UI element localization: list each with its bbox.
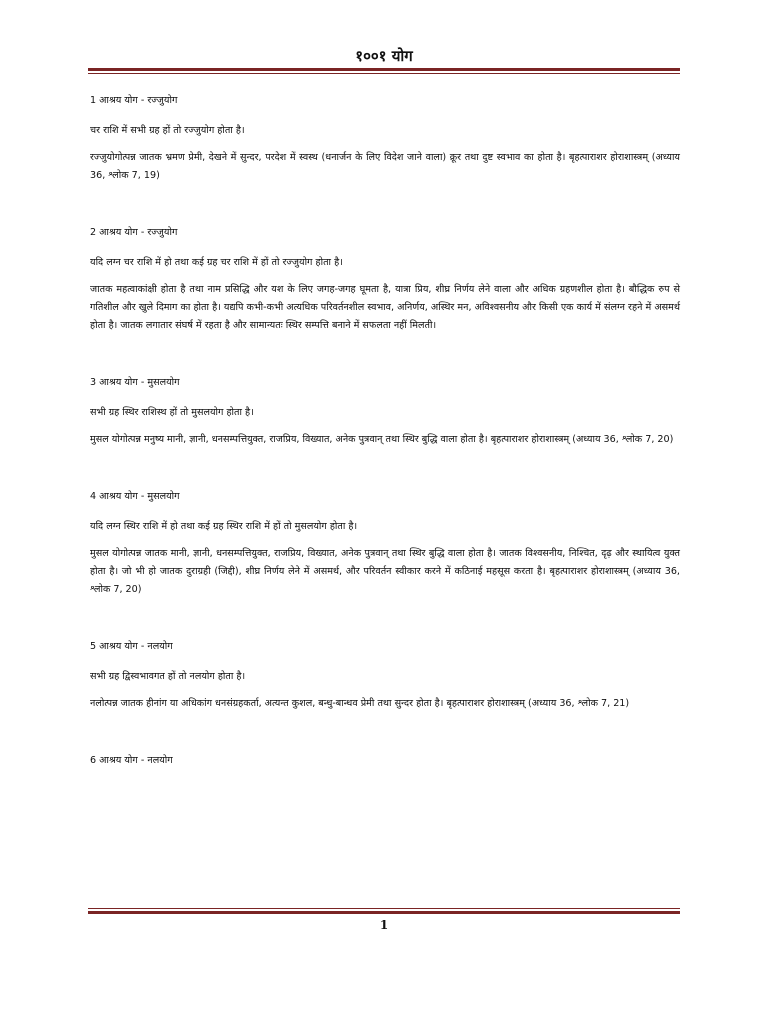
section-paragraph: मुसल योगोत्पन्न जातक मानी, ज्ञानी, धनसम्पत्तियुक्त, राजप्रिय, विख्यात, अनेक पुत्रवान् तथा स्थिर बुद्धि वाला होता है। जातक विश्वसनीय, निश्चित, दृढ़ और स्थायित्व युक्त होता है। जो भी हो जातक दुराग्रही (जिद्दी), शीघ्र निर्णय लेने में असमर्थ, और परिवर्तन स्वीकार करने में कठिनाई महसूस करता है। बृहत्पाराशर होराशास्त्रम् (अध्याय 36, श्लोक 7, 20) (90, 548, 680, 595)
section-6 (90, 752, 680, 770)
section-heading: 3 आश्रय योग - मुसलयोग (90, 377, 180, 388)
page-header-title: १००१ योग (355, 47, 413, 65)
section-paragraph: नलोत्पन्न जातक हीनांग या अधिकांग धनसंग्रहकर्ता, अत्यन्त कुशल, बन्धु-बान्धव प्रेमी तथा सुन्दर होता है। बृहत्पाराशर होराशास्त्रम् (अध्याय 36, श्लोक 7, 21) (90, 698, 630, 709)
section-heading: 4 आश्रय योग - मुसलयोग (90, 491, 180, 502)
footer-rule-thin (88, 908, 680, 909)
page-number: 1 (379, 918, 389, 932)
section-paragraph: जातक महत्वाकांक्षी होता है तथा नाम प्रसिद्धि और यश के लिए जगह-जगह घूमता है, यात्रा प्रिय, शीघ्र निर्णय लेने वाला और अधिक ग्रहणशील होता है। बौद्धिक रुप से गतिशील और खुले दिमाग का होता है। यद्यपि कभी-कभी अत्यधिक परिवर्तनशील स्वभाव, अनिर्णय, अस्थिर मन, अविश्वसनीय और किसी एक कार्य में संलग्न रहने में असमर्थ होता है। जातक लगातार संघर्ष में रहता है और सामान्यतः स्थिर सम्पत्ति बनाने में सफलता नहीं मिलती। (90, 284, 680, 331)
section-paragraph: रज्जुयोगोत्पन्न जातक भ्रमण प्रेमी, देखने में सुन्दर, परदेश में स्वस्थ (धनार्जन के लिए विदेश जाने वाला) क्रूर तथा दुष्ट स्वभाव का होता है। बृहत्पाराशर होराशास्त्रम् (अध्याय 36, श्लोक 7, 19) (90, 152, 680, 181)
header-rule-thick (88, 68, 680, 71)
section-heading: 1 आश्रय योग - रज्जुयोग (90, 95, 178, 106)
section-2 (90, 224, 680, 335)
section-heading: 2 आश्रय योग - रज्जुयोग (90, 227, 178, 238)
section-4 (90, 488, 680, 599)
section-paragraph: मुसल योगोत्पन्न मनुष्य मानी, ज्ञानी, धनसम्पत्तियुक्त, राजप्रिय, विख्यात, अनेक पुत्रवान् तथा स्थिर बुद्धि वाला होता है। बृहत्पाराशर होराशास्त्रम् (अध्याय 36, श्लोक 7, 20) (90, 434, 674, 445)
section-1 (90, 92, 680, 185)
section-heading: 6 आश्रय योग - नलयोग (90, 755, 173, 766)
section-5 (90, 638, 680, 713)
section-paragraph: सभी ग्रह द्विस्वभावगत हों तो नलयोग होता है। (90, 671, 246, 682)
section-3 (90, 374, 680, 449)
section-heading: 5 आश्रय योग - नलयोग (90, 641, 173, 652)
section-paragraph: सभी ग्रह स्थिर राशिस्थ हों तो मुसलयोग होता है। (90, 407, 254, 418)
section-paragraph: चर राशि में सभी ग्रह हों तो रज्जुयोग होता है। (90, 125, 245, 136)
footer-rule-thick (88, 911, 680, 914)
section-paragraph: यदि लग्न स्थिर राशि में हो तथा कई ग्रह स्थिर राशि में हों तो मुसलयोग होता है। (90, 521, 358, 532)
section-paragraph: यदि लग्न चर राशि में हो तथा कई ग्रह चर राशि में हों तो रज्जुयोग होता है। (90, 257, 343, 268)
header-rule-thin (88, 73, 680, 74)
document-body (90, 92, 680, 809)
